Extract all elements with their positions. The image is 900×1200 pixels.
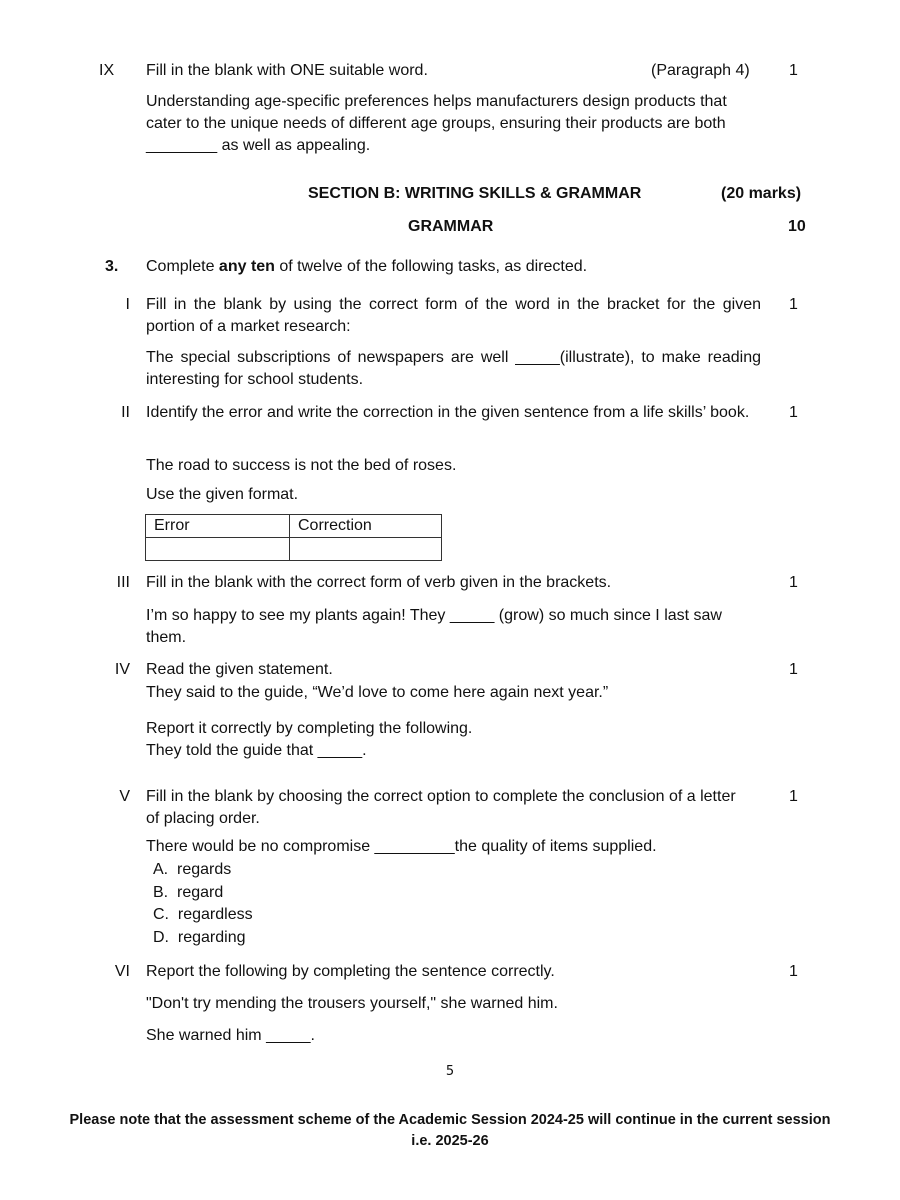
section-title: SECTION B: WRITING SKILLS & GRAMMAR <box>308 185 642 202</box>
section-subtitle: GRAMMAR <box>408 218 494 235</box>
text-emphasis: any ten <box>218 258 275 275</box>
task-completion: She warned him _____. <box>146 1027 315 1044</box>
task-number: IV <box>114 661 130 678</box>
format-note: Use the given format. <box>146 486 299 503</box>
paragraph-reference: (Paragraph 4) <box>651 62 750 79</box>
task-instruction: Read the given statement. <box>146 661 333 678</box>
correction-cell[interactable] <box>290 538 442 561</box>
section-subtitle-marks: 10 <box>788 218 806 235</box>
table-row <box>146 538 442 561</box>
task-instruction: Fill in the blank by choosing the correct option to complete the conclusion of a letter of placing order. <box>146 788 736 827</box>
task-quote: "Don't try mending the trousers yourself," she warned him. <box>146 995 558 1012</box>
task-number: III <box>116 574 130 591</box>
task-instruction: Identify the error and write the correction in the given sentence from a life skills’ book. <box>146 404 750 421</box>
task-instruction: Fill in the blank by using the correct form of the word in the bracket for the given portion of a market research: <box>146 296 761 335</box>
section-marks: (20 marks) <box>721 185 802 202</box>
task-text: The special subscriptions of newspapers are well _____(illustrate), to make reading interesting for school students. <box>146 349 761 388</box>
question-instruction: Fill in the blank with ONE suitable word. <box>146 62 428 79</box>
task-marks: 1 <box>789 788 798 805</box>
task-marks: 1 <box>789 963 798 980</box>
table-header-correction: Correction <box>290 515 442 538</box>
text-part: of twelve of the following tasks, as directed. <box>274 258 588 275</box>
task-number: II <box>121 404 130 421</box>
options-list <box>153 859 253 949</box>
task-number: I <box>125 296 130 313</box>
task-marks: 1 <box>789 296 798 313</box>
option-d[interactable]: D. regarding <box>153 928 246 946</box>
question-marks: 1 <box>789 62 798 79</box>
task-text: I’m so happy to see my plants again! They _____ (grow) so much since I last saw them. <box>146 607 722 646</box>
question-number: 3. <box>105 258 119 275</box>
task-text: There would be no compromise _________the quality of items supplied. <box>146 838 657 855</box>
task-instruction: Fill in the blank with the correct form of verb given in the brackets. <box>146 574 612 591</box>
task-number: VI <box>114 963 130 980</box>
task-completion: They told the guide that _____. <box>146 742 367 759</box>
task-subinstruction: Report it correctly by completing the following. <box>146 720 473 737</box>
error-correction-table <box>145 514 442 561</box>
question-number: IX <box>99 62 115 79</box>
task-statement: They said to the guide, “We’d love to come here again next year.” <box>146 684 609 701</box>
question-text <box>146 256 587 278</box>
task-sentence: The road to success is not the bed of roses. <box>146 457 457 474</box>
option-a[interactable]: A. regards <box>153 861 232 878</box>
task-marks: 1 <box>789 661 798 678</box>
text-part: Complete <box>146 258 219 275</box>
task-marks: 1 <box>789 404 798 421</box>
task-instruction: Report the following by completing the sentence correctly. <box>146 963 555 980</box>
table-header-error: Error <box>146 515 290 538</box>
task-marks: 1 <box>789 574 798 591</box>
option-b[interactable]: B. regard <box>153 883 224 901</box>
page-number: 5 <box>445 1064 455 1079</box>
question-text: Understanding age-specific preferences helps manufacturers design products that cater to the unique needs of different age groups, ensuring their products are both ________ as well as appealing. <box>146 93 727 154</box>
option-c[interactable]: C. regardless <box>153 906 253 924</box>
footer-note: Please note that the assessment scheme of the Academic Session 2024-25 will continue in the current session i.e. 2025-26 <box>69 1112 831 1149</box>
task-number: V <box>119 788 130 805</box>
table-header-row <box>146 515 442 538</box>
error-cell[interactable] <box>146 538 290 561</box>
